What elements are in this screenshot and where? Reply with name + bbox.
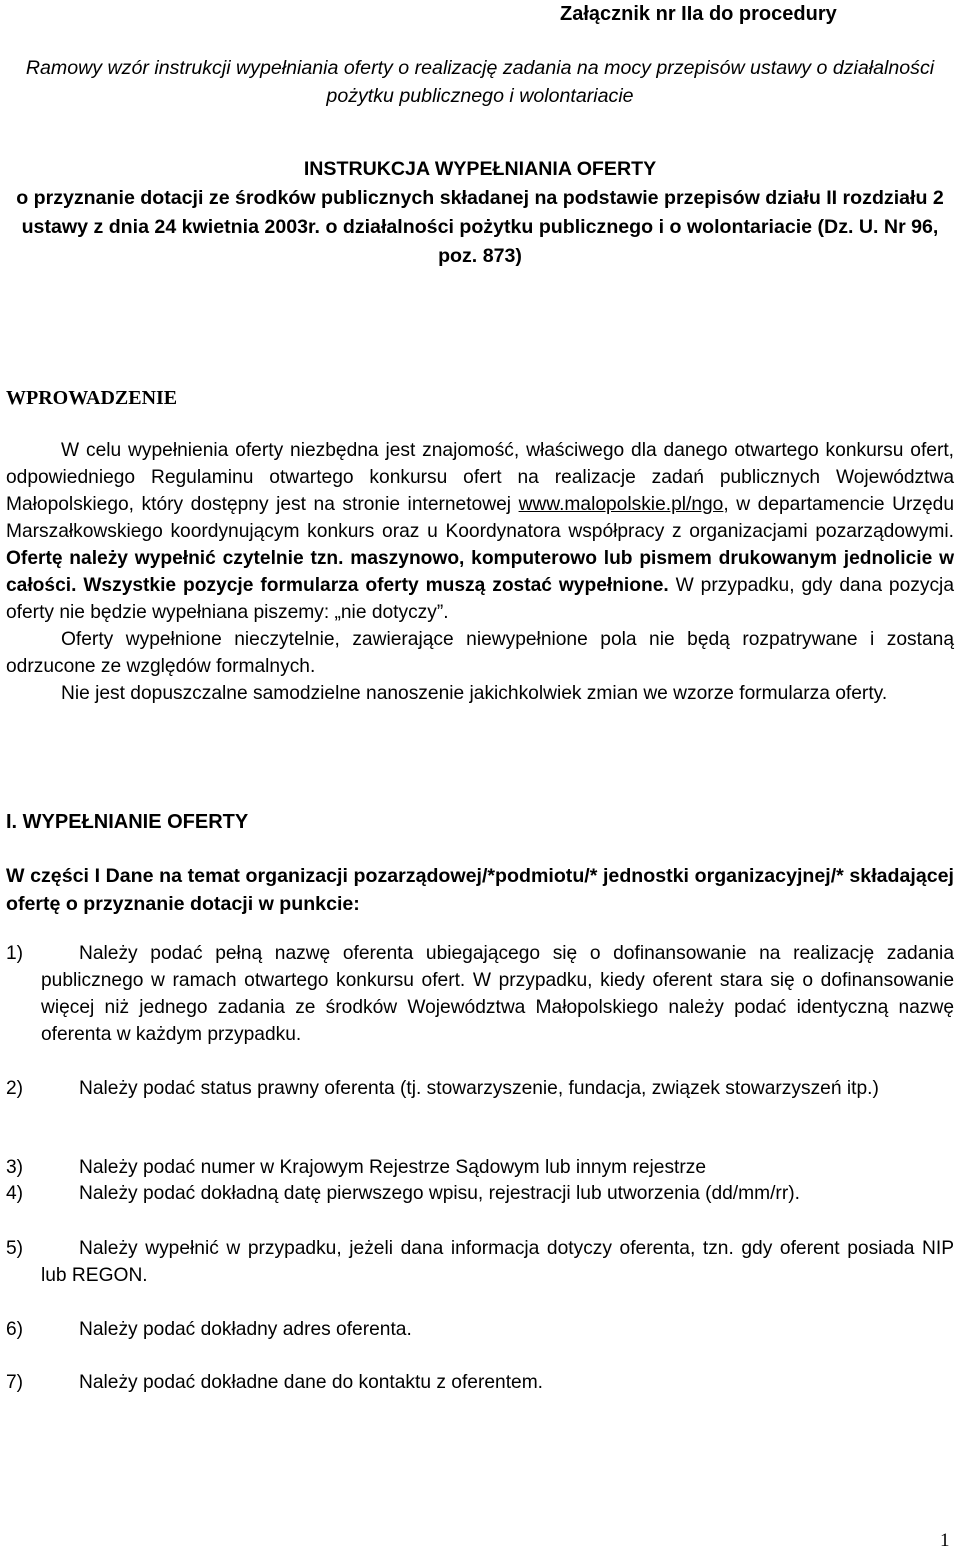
list-item-number: 7) (6, 1372, 24, 1393)
list-item (6, 1235, 954, 1289)
intro-heading: WPROWADZENIE (6, 387, 178, 409)
intro-text: , w departamencie Urzędu Marszałkowskiego koordynującym konkurs oraz u Koordynatora współpracy z organizacjami pozarządowymi. (6, 494, 954, 542)
intro-emphasis: Ofertę należy wypełnić czytelnie tzn. maszynowo, komputerowo lub pismem drukowanym jednolicie w całości. Wszystkie pozycje formularza oferty muszą zostać wypełnione. (6, 548, 954, 596)
list-item-content: Należy podać dokładną datę pierwszego wpisu, rejestracji lub utworzenia (dd/mm/rr). (79, 1183, 800, 1204)
list-item-content: Należy wypełnić w przypadku, jeżeli dana informacja dotyczy oferenta, tzn. gdy oferent posiada NIP lub REGON. (41, 1238, 954, 1286)
title-main: INSTRUKCJA WYPEŁNIANIA OFERTY (303, 158, 657, 180)
document-title (6, 155, 954, 271)
attachment-label: Załącznik nr IIa do procedury (560, 3, 837, 25)
section-heading: I. WYPEŁNIANIE OFERTY (6, 811, 249, 833)
list-item-text (6, 1369, 954, 1396)
list-item-number: 5) (6, 1238, 24, 1259)
page-number: 1 (940, 1530, 950, 1551)
list-item-number: 4) (6, 1183, 24, 1204)
intro-text: W celu wypełnienia oferty niezbędna jest znajomość, właściwego dla danego otwartego konkursu ofert, odpowiedniego Regulaminu otwartego konkursu ofert na realizacje zadań publicznych Województwa Małopolskiego, który dostępny jest na stronie internetowej (6, 440, 954, 515)
list-item-content: Należy podać numer w Krajowym Rejestrze Sądowym lub innym rejestrze (79, 1157, 707, 1178)
list-item-text (6, 1235, 954, 1289)
intro-text: W przypadku, gdy dana pozycja oferty nie będzie wypełniana piszemy: „nie dotyczy”. (6, 575, 954, 623)
list-item-text (6, 1154, 954, 1181)
list-item-content: Należy podać dokładne dane do kontaktu z oferentem. (79, 1372, 544, 1393)
list-item-content: Należy podać status prawny oferenta (tj. stowarzyszenie, fundacja, związek stowarzyszeń itp.) (79, 1078, 879, 1099)
title-description: o przyznanie dotacji ze środków publicznych składanej na podstawie przepisów działu II rozdziału 2 ustawy z dnia 24 kwietnia 2003r. o działalności pożytku publicznego i o wolontariacie (Dz. U. Nr 96, poz. 873) (16, 187, 944, 267)
document-subtitle: Ramowy wzór instrukcji wypełniania oferty o realizację zadania na mocy przepisów ustawy o działalności pożytku publicznego i wolontariacie (25, 57, 935, 107)
list-item-text (6, 1180, 954, 1207)
list-item-number: 3) (6, 1157, 24, 1178)
list-item (6, 940, 954, 1048)
intro-body (6, 437, 954, 707)
list-item-content: Należy podać pełną nazwę oferenta ubiegającego się o dofinansowanie na realizację zadania publicznego w ramach otwartego konkursu ofert. W przypadku, kiedy oferent stara się o dofinansowanie więcej niż jednego zadania ze środków Województwa Małopolskiego należy podać identyczną nazwę oferenta w każdym przypadku. (41, 943, 954, 1045)
intro-paragraph-1 (6, 437, 954, 626)
list-item-text (6, 1316, 954, 1343)
list-item (6, 1075, 954, 1102)
list-item-text (6, 940, 954, 1048)
list-item (6, 1154, 954, 1181)
list-item (6, 1369, 954, 1396)
list-item (6, 1316, 954, 1343)
section-intro: W części I Dane na temat organizacji pozarządowej/*podmiotu/* jednostki organizacyjnej/* składającej ofertę o przyznanie dotacji w punkcie: (6, 865, 954, 915)
ngo-website-link[interactable]: www.malopolskie.pl/ngo (518, 494, 724, 515)
intro-paragraph-3: Nie jest dopuszczalne samodzielne nanoszenie jakichkolwiek zmian we wzorze formularza oferty. (61, 683, 888, 704)
list-item-number: 6) (6, 1319, 24, 1340)
list-item-content: Należy podać dokładny adres oferenta. (79, 1319, 412, 1340)
list-item (6, 1180, 954, 1207)
list-item-text (6, 1075, 954, 1102)
intro-paragraph-2: Oferty wypełnione nieczytelnie, zawierające niewypełnione pola nie będą rozpatrywane i zostaną odrzucone ze względów formalnych. (6, 629, 954, 677)
list-item-number: 1) (6, 943, 24, 964)
list-item-number: 2) (6, 1078, 24, 1099)
